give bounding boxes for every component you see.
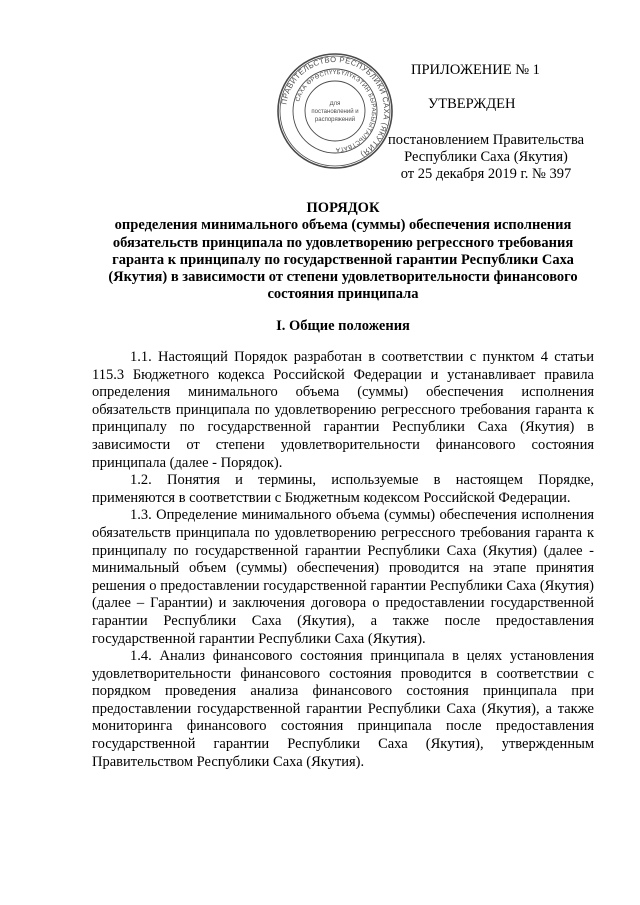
decree-line-2: Республики Саха (Якутия) <box>404 149 568 165</box>
paragraph: 1.4. Анализ финансового состояния принципала в целях установления удовлетворительности финансового состояния проводится в соответствии с порядком проведения анализа финансового состояния принципала при предоставлении государственной гарантии Республики Саха (Якутия), а также мониторинга финансового состояния принципала после предоставления государственной гарантии Республики Саха (Якутия), утвержденным Правительством Республики Саха (Якутия). <box>92 648 594 770</box>
stamp-outer-text: ПРАВИТЕЛЬСТВО РЕСПУБЛИКИ САХА (ЯКУТИЯ) <box>279 54 392 160</box>
stamp-center-line-3: распоряжений <box>314 117 356 123</box>
approved-label: УТВЕРЖДЕН <box>428 96 516 112</box>
section-heading: I. Общие положения <box>276 318 410 334</box>
decree-line-3: от 25 декабря 2019 г. № 397 <box>400 166 572 182</box>
stamp-center-line-1: Для <box>329 101 341 107</box>
title-heading: ПОРЯДОК <box>306 200 380 216</box>
decree-reference <box>386 132 586 183</box>
document-title <box>92 200 594 304</box>
paragraph: 1.1. Настоящий Порядок разработан в соответствии с пунктом 4 статьи 115.3 Бюджетного кодекса Российской Федерации и устанавливает правила определения минимального объема (суммы) обеспечения исполнения обязательств принципала по удовлетворению регрессного требования гаранта к принципалу по государственной гарантии Республики Саха (Якутия) в зависимости от степени удовлетворительности финансового состояния принципала (далее - Порядок). <box>92 349 594 471</box>
paragraph: 1.3. Определение минимального объема (суммы) обеспечения исполнения обязательств принципала по удовлетворению регрессного требования гаранта к принципалу по государственной гарантии Республики Саха (Якутия) (далее - минимальный объем (суммы) обеспечения) проводится на этапе принятия решения о предоставлении государственной гарантии Республики Саха (Якутия) (далее – Гарантии) и заключения договора о предоставлении государственной гарантии Республики Саха (Якутия), а также после предоставления государственной гарантии Республики Саха (Якутия). <box>92 507 594 647</box>
appendix-label: ПРИЛОЖЕНИЕ № 1 <box>411 62 540 78</box>
official-seal-stamp <box>276 52 394 170</box>
stamp-center-line-2: постановлений и <box>311 109 359 115</box>
title-subheading: определения минимального объема (суммы) обеспечения исполнения обязательств принципала по удовлетворению регрессного требования гаранта к принципалу по государственной гарантии Республики Саха (Якутия) в зависимости от степени удовлетворительности финансового состояния принципала <box>108 217 578 303</box>
document-body <box>92 349 594 771</box>
paragraph: 1.2. Понятия и термины, используемые в настоящем Порядке, применяются в соответствии с Бюджетным кодексом Российской Федерации. <box>92 472 594 506</box>
stamp-inner-text: САХА ӨРӨСПҮҮБҮЛҮКЭТИН БЫРАБЫЫТАЛЬСТВАТА <box>295 69 377 153</box>
decree-line-1: постановлением Правительства <box>387 132 585 148</box>
